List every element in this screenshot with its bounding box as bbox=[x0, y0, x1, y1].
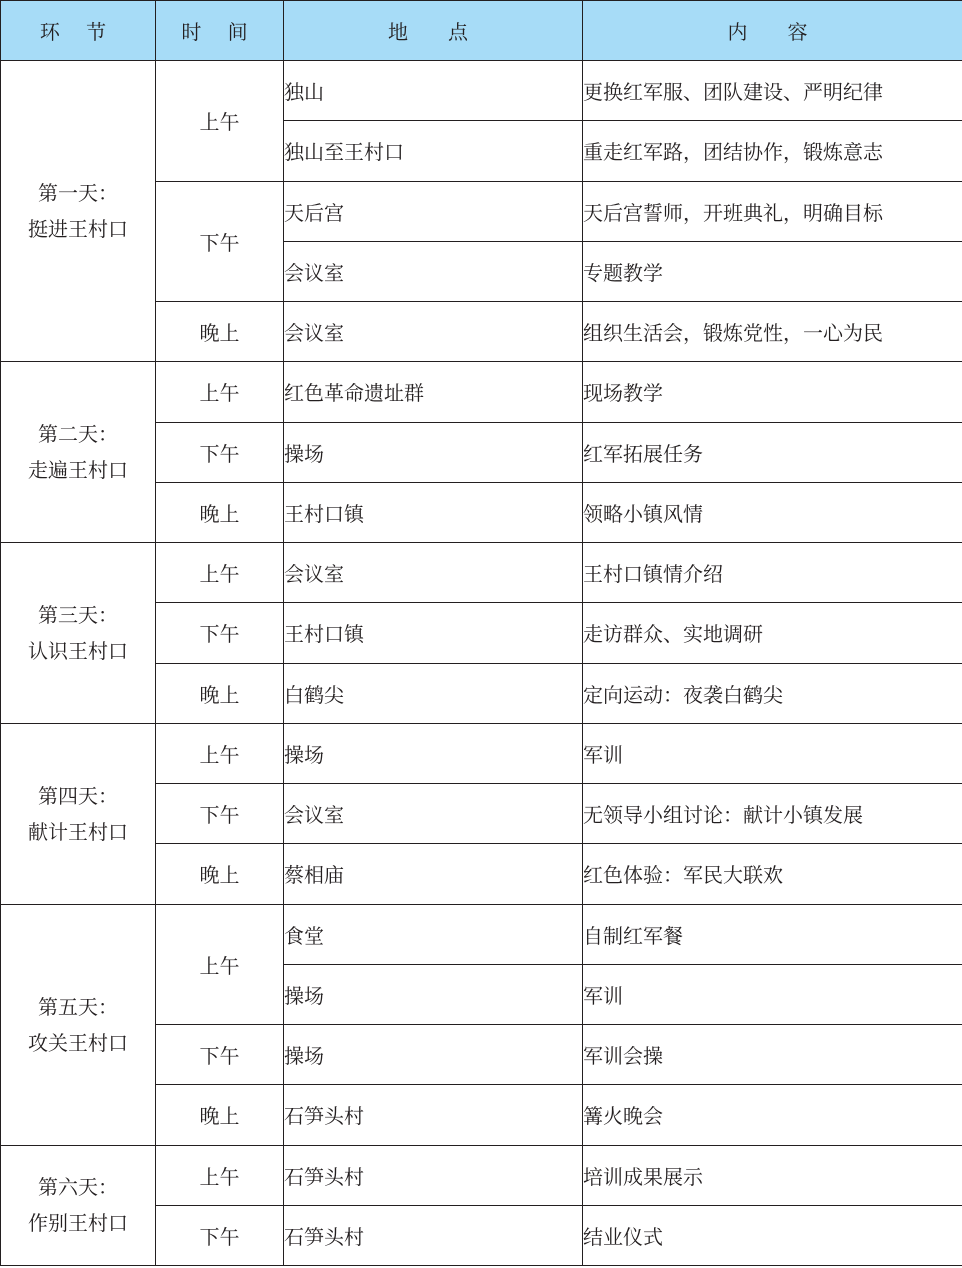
stage-label: 第三天： bbox=[38, 602, 118, 627]
header-content: 内 容 bbox=[583, 1, 962, 61]
stage-cell-day-6 bbox=[1, 1145, 156, 1266]
place-cell: 独山至王村口 bbox=[284, 121, 583, 181]
time-cell: 上午 bbox=[156, 543, 284, 603]
content-cell: 军训 bbox=[583, 723, 962, 783]
content-cell: 无领导小组讨论：献计小镇发展 bbox=[583, 784, 962, 844]
table-row bbox=[1, 61, 962, 121]
stage-label: 第二天： bbox=[38, 422, 118, 447]
place-cell: 白鹤尖 bbox=[284, 663, 583, 723]
place-cell: 天后宫 bbox=[284, 181, 583, 241]
content-cell: 重走红军路，团结协作，锻炼意志 bbox=[583, 121, 962, 181]
table-row bbox=[1, 362, 962, 422]
time-cell: 上午 bbox=[156, 904, 284, 1025]
stage-label: 第五天： bbox=[38, 994, 118, 1019]
time-cell: 上午 bbox=[156, 61, 284, 182]
stage-cell-day-2 bbox=[1, 362, 156, 543]
place-cell: 蔡相庙 bbox=[284, 844, 583, 904]
content-cell: 专题教学 bbox=[583, 241, 962, 301]
time-cell: 晚上 bbox=[156, 482, 284, 542]
place-cell: 会议室 bbox=[284, 543, 583, 603]
header-stage: 环 节 bbox=[1, 1, 156, 61]
stage-title: 认识王村口 bbox=[28, 638, 128, 663]
stage-cell-day-4 bbox=[1, 723, 156, 904]
table-row bbox=[1, 904, 962, 964]
stage-cell-day-1 bbox=[1, 61, 156, 362]
place-cell: 独山 bbox=[284, 61, 583, 121]
place-cell: 石笋头村 bbox=[284, 1085, 583, 1145]
stage-title: 挺进王村口 bbox=[28, 217, 128, 242]
time-cell: 晚上 bbox=[156, 302, 284, 362]
content-cell: 更换红军服、团队建设、严明纪律 bbox=[583, 61, 962, 121]
place-cell: 操场 bbox=[284, 422, 583, 482]
place-cell: 石笋头村 bbox=[284, 1145, 583, 1205]
content-cell: 天后宫誓师，开班典礼，明确目标 bbox=[583, 181, 962, 241]
stage-label: 第一天： bbox=[38, 181, 118, 206]
time-cell: 上午 bbox=[156, 1145, 284, 1205]
place-cell: 操场 bbox=[284, 1025, 583, 1085]
content-cell: 走访群众、实地调研 bbox=[583, 603, 962, 663]
content-cell: 领略小镇风情 bbox=[583, 482, 962, 542]
content-cell: 结业仪式 bbox=[583, 1205, 962, 1265]
time-cell: 晚上 bbox=[156, 844, 284, 904]
place-cell: 操场 bbox=[284, 723, 583, 783]
content-cell: 定向运动：夜袭白鹤尖 bbox=[583, 663, 962, 723]
table-row bbox=[1, 543, 962, 603]
content-cell: 王村口镇情介绍 bbox=[583, 543, 962, 603]
content-cell: 组织生活会，锻炼党性，一心为民 bbox=[583, 302, 962, 362]
place-cell: 食堂 bbox=[284, 904, 583, 964]
content-cell: 现场教学 bbox=[583, 362, 962, 422]
stage-label: 第六天： bbox=[38, 1175, 118, 1200]
content-cell: 培训成果展示 bbox=[583, 1145, 962, 1205]
place-cell: 会议室 bbox=[284, 784, 583, 844]
header-place: 地 点 bbox=[284, 1, 583, 61]
stage-cell-day-5 bbox=[1, 904, 156, 1145]
content-cell: 红军拓展任务 bbox=[583, 422, 962, 482]
time-cell: 晚上 bbox=[156, 663, 284, 723]
table-row bbox=[1, 723, 962, 783]
time-cell: 下午 bbox=[156, 784, 284, 844]
content-cell: 篝火晚会 bbox=[583, 1085, 962, 1145]
stage-title: 攻关王村口 bbox=[28, 1030, 128, 1055]
place-cell: 会议室 bbox=[284, 241, 583, 301]
time-cell: 晚上 bbox=[156, 1085, 284, 1145]
content-cell: 自制红军餐 bbox=[583, 904, 962, 964]
content-cell: 军训 bbox=[583, 964, 962, 1024]
time-cell: 上午 bbox=[156, 362, 284, 422]
time-cell: 下午 bbox=[156, 181, 284, 302]
stage-cell-day-3 bbox=[1, 543, 156, 724]
place-cell: 石笋头村 bbox=[284, 1205, 583, 1265]
place-cell: 红色革命遗址群 bbox=[284, 362, 583, 422]
table-row bbox=[1, 1145, 962, 1205]
time-cell: 下午 bbox=[156, 422, 284, 482]
header-row bbox=[1, 1, 962, 61]
time-cell: 下午 bbox=[156, 603, 284, 663]
stage-label: 第四天： bbox=[38, 783, 118, 808]
time-cell: 下午 bbox=[156, 1025, 284, 1085]
place-cell: 王村口镇 bbox=[284, 482, 583, 542]
time-cell: 上午 bbox=[156, 723, 284, 783]
place-cell: 操场 bbox=[284, 964, 583, 1024]
place-cell: 王村口镇 bbox=[284, 603, 583, 663]
content-cell: 军训会操 bbox=[583, 1025, 962, 1085]
content-cell: 红色体验：军民大联欢 bbox=[583, 844, 962, 904]
stage-title: 走遍王村口 bbox=[28, 458, 128, 483]
time-cell: 下午 bbox=[156, 1205, 284, 1265]
place-cell: 会议室 bbox=[284, 302, 583, 362]
header-time: 时 间 bbox=[156, 1, 284, 61]
stage-title: 作别王村口 bbox=[28, 1211, 128, 1236]
stage-title: 献计王村口 bbox=[28, 819, 128, 844]
